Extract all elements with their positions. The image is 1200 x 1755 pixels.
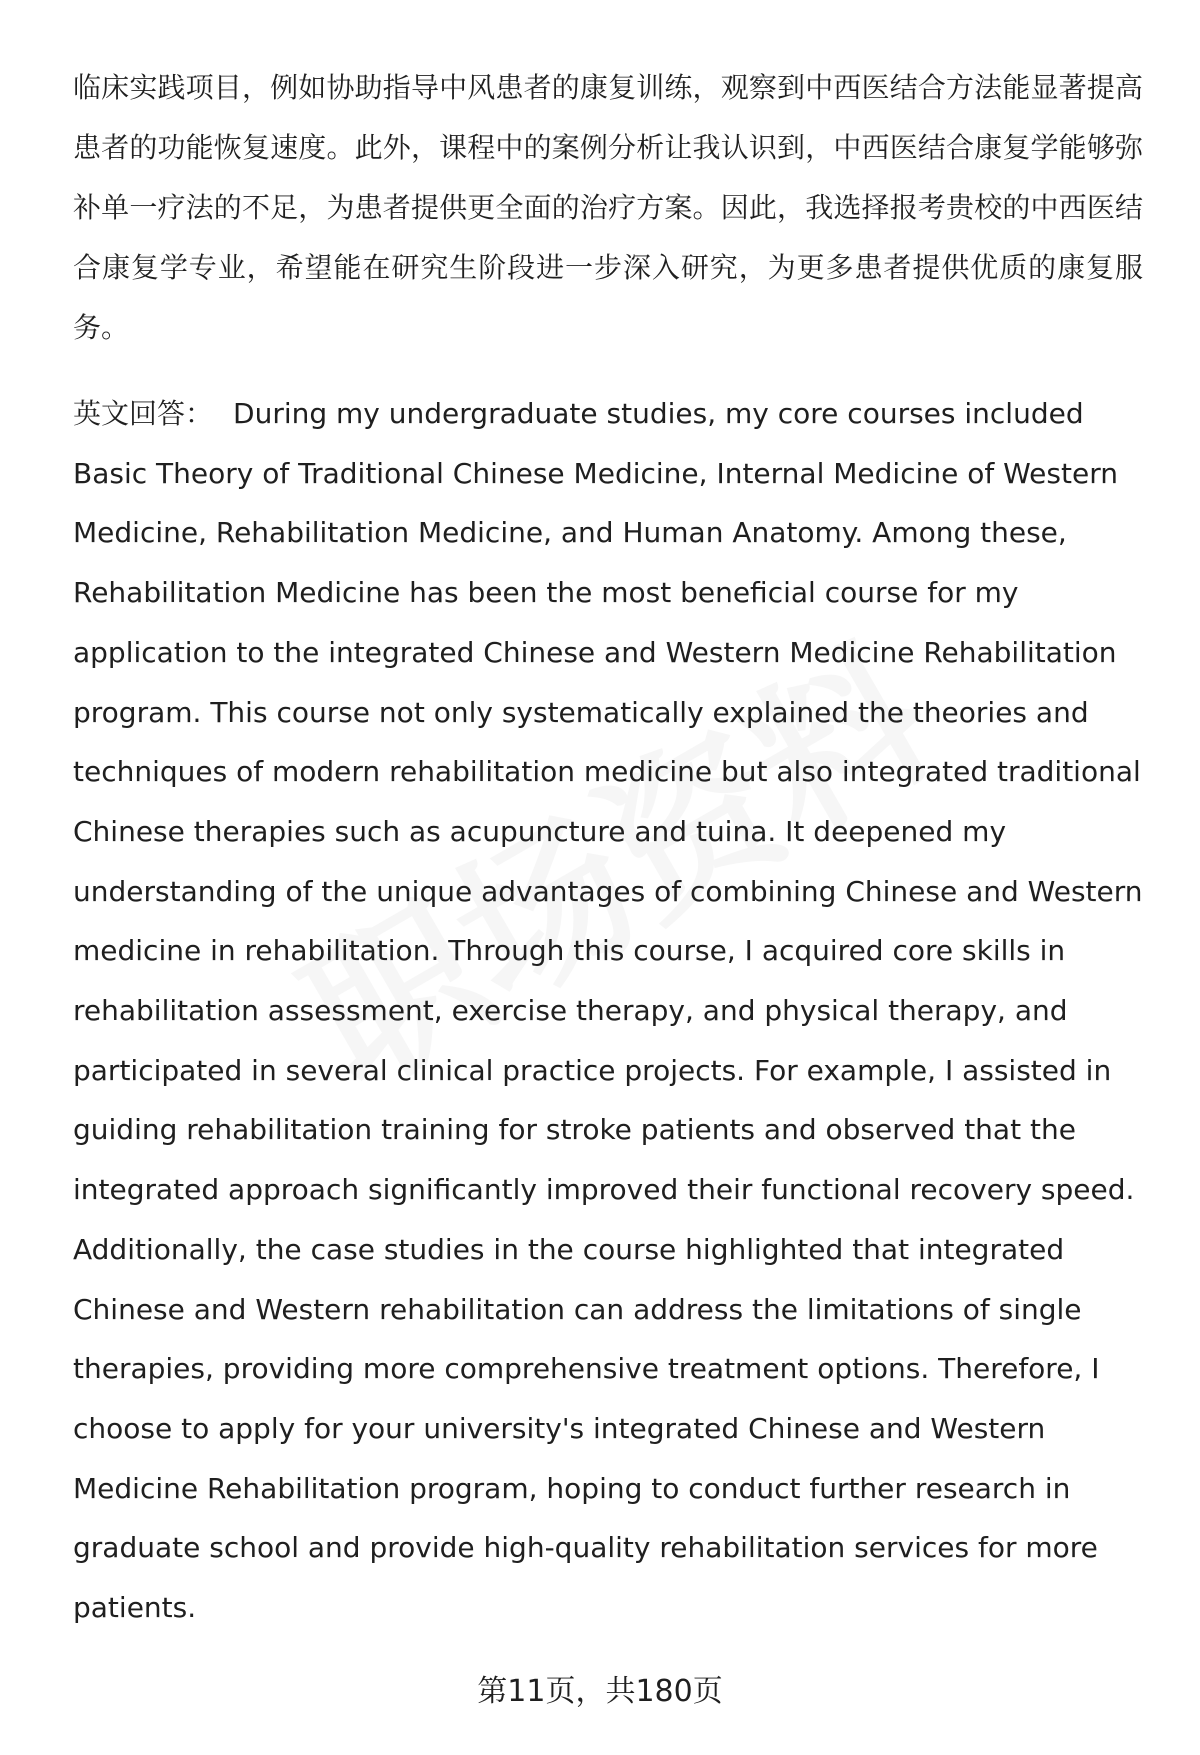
page-number: 第11页，共180页: [477, 1674, 723, 1709]
english-answer-paragraph: [73, 384, 1143, 1638]
english-answer-text: During my undergraduate studies, my core courses included Basic Theory of Traditional Chinese Medicine, Internal Medicine of Western Medicine, Rehabilitation Medicine, and Human Anatomy. Among these, Rehabilitation Medicine has been the most beneficial course for my application to the integrated Chinese and Western Medicine Rehabilitation program. This course not only systematically explained the theories and techniques of modern rehabilitation medicine but also integrated traditional Chinese therapies such as acupuncture and tuina. It deepened my understanding of the unique advantages of combining Chinese and Western medicine in rehabilitation. Through this course, I acquired core skills in rehabilitation assessment, exercise therapy, and physical therapy, and participated in several clinical practice projects. For example, I assisted in guiding rehabilitation training for stroke patients and observed that the integrated approach significantly improved their functional recovery speed. Additionally, the case studies in the course highlighted that integrated Chinese and Western rehabilitation can address the limitations of single therapies, providing more comprehensive treatment options. Therefore, I choose to apply for your university's integrated Chinese and Western Medicine Rehabilitation program, hoping to conduct further research in graduate school and provide high-quality rehabilitation services for more patients.: [73, 397, 1143, 1625]
chinese-answer-paragraph: 临床实践项目，例如协助指导中风患者的康复训练，观察到中西医结合方法能显著提高患者的功能恢复速度。此外，课程中的案例分析让我认识到，中西医结合康复学能够弥补单一疗法的不足，为患者提供更全面的治疗方案。因此，我选择报考贵校的中西医结合康复学专业，希望能在研究生阶段进一步深入研究，为更多患者提供优质的康复服务。: [73, 71, 1143, 344]
english-answer-label: 英文回答：: [73, 397, 214, 430]
document-body: [73, 58, 1143, 1638]
